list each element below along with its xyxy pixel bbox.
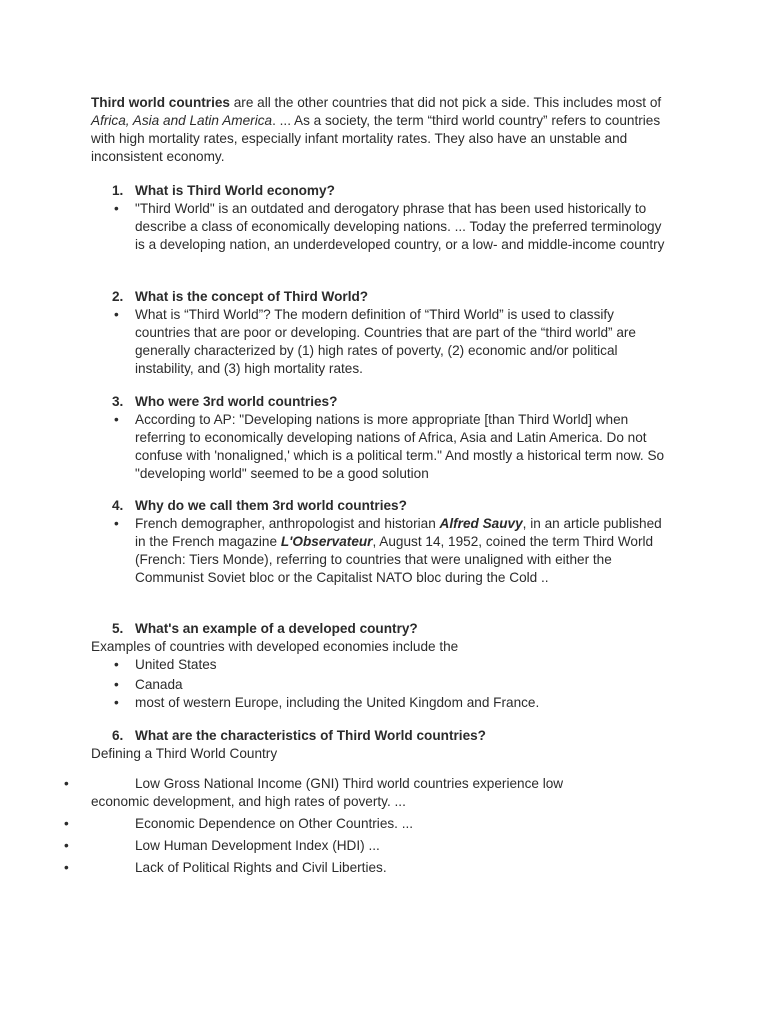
bullet-icon: •	[64, 776, 69, 791]
question-title: 3. Who were 3rd world countries?	[112, 394, 338, 409]
question-number: 5.	[112, 621, 124, 636]
answer-lead: Examples of countries with developed economies include the	[91, 639, 459, 654]
question-2	[112, 288, 672, 378]
country-list	[112, 656, 672, 712]
list-item: • Economic Dependence on Other Countries. ...	[64, 816, 414, 831]
answer-bullet: • "Third World" is an outdated and derogatory phrase that has been used historically to describe a class of economically developing nations. ... Today the preferred terminology is a developing nation, an underdeveloped country, or a low- and middle-income country	[114, 201, 665, 252]
intro-text-1: are all the other countries that did not pick a side. This includes most of	[229, 95, 662, 110]
question-title: 4. Why do we call them 3rd world countries?	[112, 498, 407, 513]
question-title: 6. What are the characteristics of Third World countries?	[112, 728, 486, 743]
question-number: 2.	[112, 289, 124, 304]
answer-bullet: • According to AP: "Developing nations is more appropriate [than Third World] when referring to economically developing nations of Africa, Asia and Latin America. Do not confuse with 'nonaligned,' which is a political term." And mostly a historical term now. So "developing world" seemed to be a good solution	[114, 412, 665, 481]
bullet-icon: •	[114, 657, 119, 672]
bullet-icon: •	[114, 695, 119, 710]
person-name: Alfred Sauvy	[439, 516, 523, 531]
bullet-icon: •	[114, 201, 119, 216]
question-title: 2. What is the concept of Third World?	[112, 289, 369, 304]
bullet-icon: •	[64, 816, 69, 831]
answer-lead: Defining a Third World Country	[91, 746, 278, 761]
question-6	[91, 727, 672, 763]
question-number: 4.	[112, 498, 124, 513]
bullet-icon: •	[114, 412, 119, 427]
magazine-name: L'Observateur	[280, 534, 373, 549]
intro-bold-term: Third world countries	[91, 95, 230, 110]
question-title: 1. What is Third World economy?	[112, 183, 335, 198]
list-item: • most of western Europe, including the United Kingdom and France.	[114, 695, 540, 710]
intro-italic-regions: Africa, Asia and Latin America	[91, 113, 273, 128]
question-number: 3.	[112, 394, 124, 409]
question-number: 1.	[112, 183, 124, 198]
bullet-icon: •	[64, 860, 69, 875]
question-number: 6.	[112, 728, 124, 743]
answer-list	[112, 515, 672, 587]
intro-text-2: . ... As a society, the term “third world country” refers to countries with high mortality rates, especially infant mortality rates. They also have an unstable and inconsistent economy.	[91, 113, 661, 164]
bullet-icon: •	[114, 516, 119, 531]
answer-list	[112, 200, 672, 254]
question-4	[112, 497, 672, 587]
bullet-icon: •	[64, 838, 69, 853]
list-item: • Low Gross National Income (GNI) Third world countries experience low economic development, and high rates of poverty. ...	[64, 776, 564, 809]
bullet-icon: •	[114, 307, 119, 322]
list-item: • Canada	[114, 677, 183, 692]
list-item: • Lack of Political Rights and Civil Liberties.	[64, 860, 387, 875]
question-3	[112, 393, 672, 483]
intro-paragraph	[91, 94, 681, 166]
bullet-icon: •	[114, 677, 119, 692]
answer-list	[112, 306, 672, 378]
question-5	[91, 620, 672, 712]
answer-bullet: • What is “Third World”? The modern definition of “Third World” is used to classify countries that are poor or developing. Countries that are part of the “third world” are generally characterized by (1) high rates of poverty, (2) economic and/or political instability, and (3) high mortality rates.	[114, 307, 636, 376]
question-title: 5. What's an example of a developed country?	[112, 621, 418, 636]
list-item: • United States	[114, 657, 217, 672]
answer-bullet: • French demographer, anthropologist and historian Alfred Sauvy, in an article published in the French magazine L'Observateur, August 14, 1952, coined the term Third World (French: Tiers Monde), referring to countries that were unaligned with either the Communist Soviet bloc or the Capitalist NATO bloc during the Cold ..	[114, 516, 662, 585]
list-item: • Low Human Development Index (HDI) ...	[64, 838, 380, 853]
characteristics-list	[62, 775, 622, 877]
answer-list	[112, 411, 672, 483]
question-1	[112, 182, 672, 254]
